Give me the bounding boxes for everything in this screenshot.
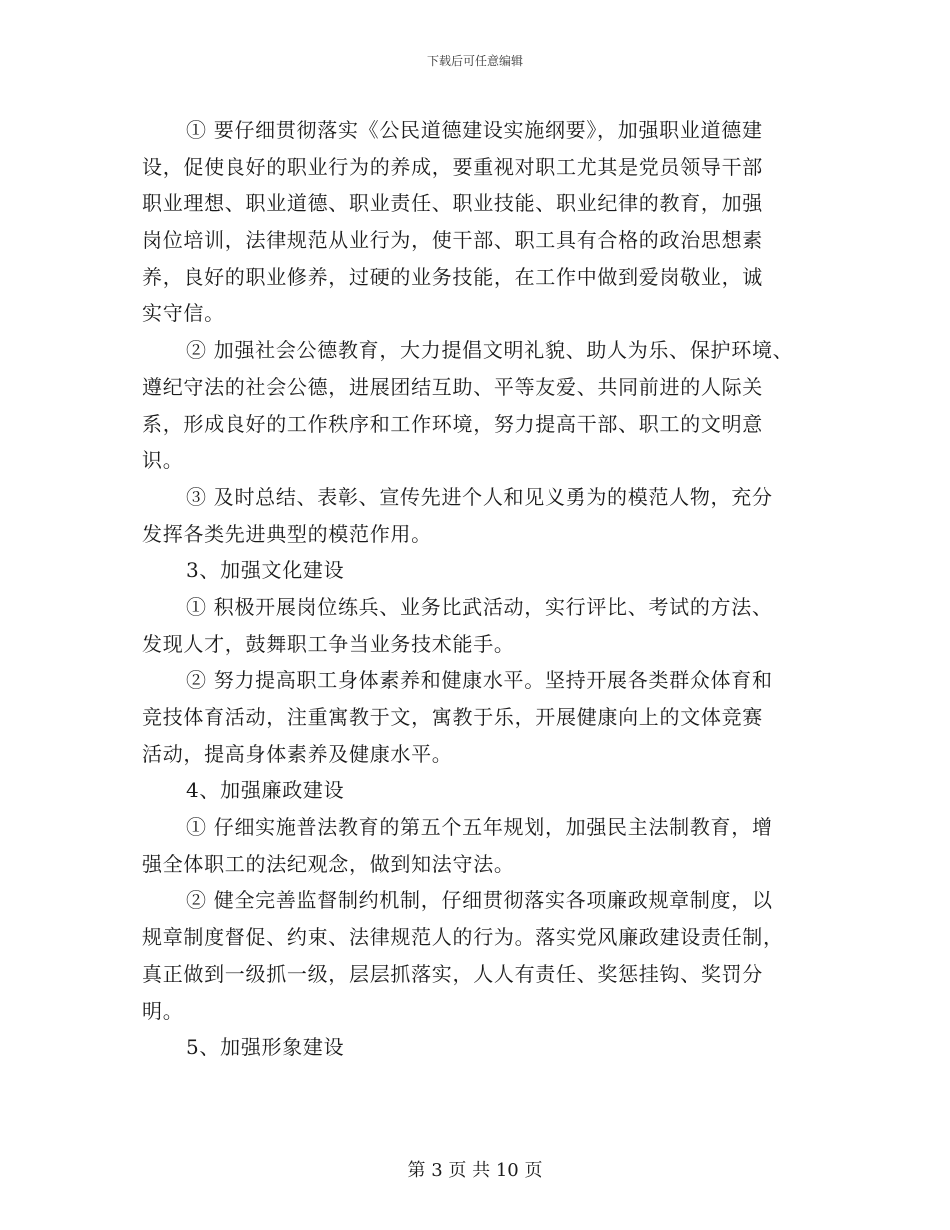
- text-line: ② 加强社会公德教育，大力提倡文明礼貌、助人为乐、保护环境、: [186, 338, 794, 363]
- text-line: 真正做到一级抓一级，层层抓落实，人人有责任、奖惩挂钩、奖罚分: [142, 961, 763, 986]
- text-line: 5、加强形象建设: [186, 1035, 345, 1060]
- text-line: 发现人才，鼓舞职工争当业务技术能手。: [142, 631, 515, 656]
- text-line: 4、加强廉政建设: [186, 778, 345, 803]
- text-line: 养，良好的职业修养，过硬的业务技能，在工作中做到爱岗敬业，诚: [142, 264, 763, 289]
- text-line: 实守信。: [142, 301, 225, 326]
- text-line: ① 仔细实施普法教育的第五个五年规划，加强民主法制教育，增: [186, 815, 773, 840]
- text-line: 设，促使良好的职业行为的养成，要重视对职工尤其是党员领导干部: [142, 154, 763, 179]
- text-line: 发挥各类先进典型的模范作用。: [142, 521, 432, 546]
- text-line: 识。: [142, 448, 184, 473]
- text-line: ③ 及时总结、表彰、宣传先进个人和见义勇为的模范人物，充分: [186, 484, 773, 509]
- text-line: 系，形成良好的工作秩序和工作环境，努力提高干部、职工的文明意: [142, 411, 763, 436]
- text-line: 3、加强文化建设: [186, 558, 345, 583]
- document-body: [142, 112, 814, 1066]
- text-line: 强全体职工的法纪观念，做到知法守法。: [142, 851, 515, 876]
- text-line: 明。: [142, 998, 184, 1023]
- text-line: 岗位培训，法律规范从业行为，使干部、职工具有合格的政治思想素: [142, 228, 763, 253]
- text-line: 规章制度督促、约束、法律规范人的行为。落实党风廉政建设责任制，: [142, 925, 784, 950]
- text-line: ② 努力提高职工身体素养和健康水平。坚持开展各类群众体育和: [186, 668, 773, 693]
- text-line: 竞技体育活动，注重寓教于文，寓教于乐，开展健康向上的文体竞赛: [142, 705, 763, 729]
- page-header: 下载后可任意编辑: [426, 54, 523, 68]
- text-line: ② 健全完善监督制约机制，仔细贯彻落实各项廉政规章制度，以: [186, 888, 773, 913]
- text-line: 遵纪守法的社会公德，进展团结互助、平等友爱、共同前进的人际关: [142, 374, 763, 399]
- text-line: ① 积极开展岗位练兵、业务比武活动，实行评比、考试的方法、: [186, 594, 773, 619]
- page-footer: 第 3 页 共 10 页: [407, 1160, 543, 1181]
- text-line: 活动，提高身体素养及健康水平。: [142, 741, 453, 766]
- text-line: ① 要仔细贯彻落实《公民道德建设实施纲要》，加强职业道德建: [186, 118, 763, 142]
- text-line: 职业理想、职业道德、职业责任、职业技能、职业纪律的教育，加强: [142, 191, 763, 216]
